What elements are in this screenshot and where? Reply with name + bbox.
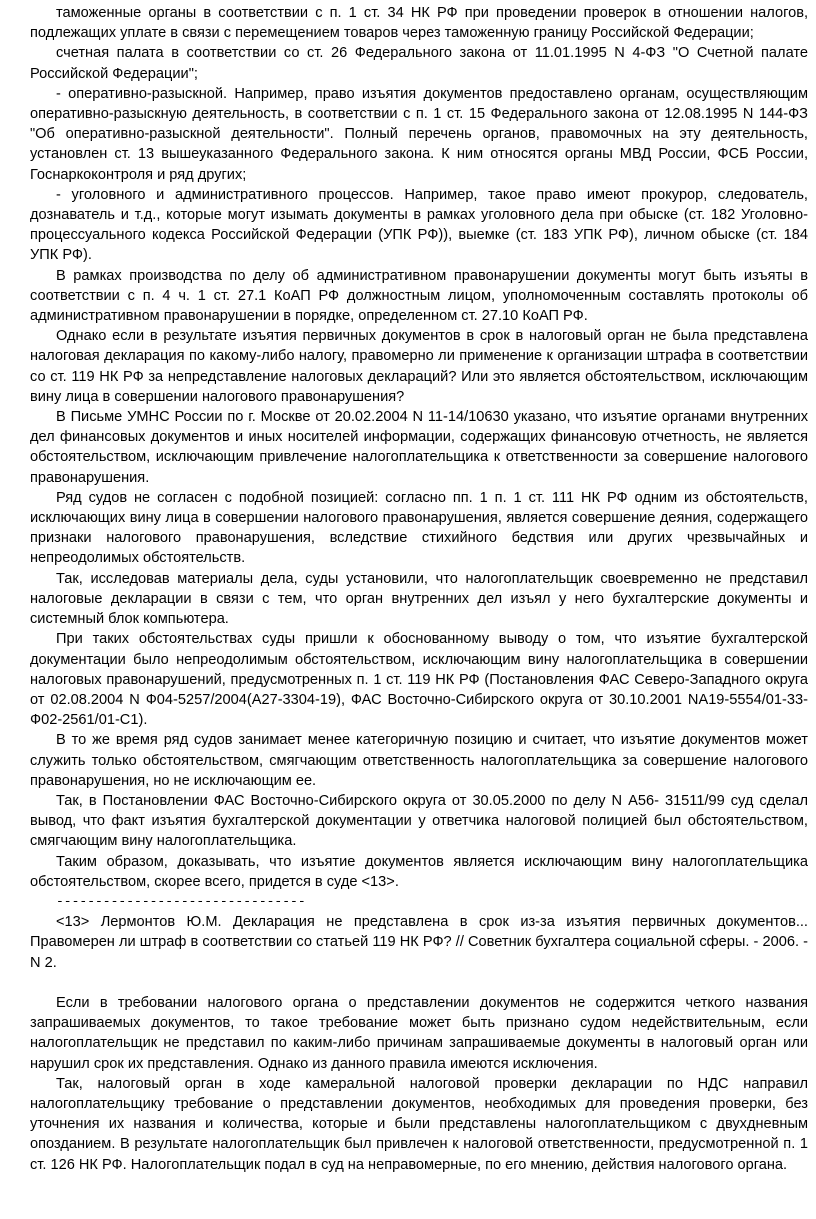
paragraph-requirement: Если в требовании налогового органа о представлении документов не содержится четкого названия запрашиваемых документов, то такое требование может быть признано судом недействительным, если налогоплательщик не представил по каким-либо причинам запрашиваемые документы в налоговый орган или нарушил срок их представления. Однако из данного правила имеются исключения. xyxy=(30,994,808,1072)
paragraph-fas-ruling: Так, в Постановлении ФАС Восточно-Сибирского округа от 30.05.2000 по делу N А56- 31511/99 суд сделал вывод, что факт изъятия бухгалтерской документации у ответчика налоговой полицией был обстоятельством, смягчающим вину налогоплательщика. xyxy=(30,792,808,850)
paragraph-courts-conclusion: При таких обстоятельствах суды пришли к обоснованному выводу о том, что изъятие бухгалтерской документации было непреодолимым обстоятельством, исключающим вину налогоплательщика в совершении налоговых правонарушений, предусмотренных п. 1 ст. 119 НК РФ (Постановления ФАС Северо-Западного округа от 02.08.2004 N Ф04-5257/2004(А27-3304-19), ФАС Восточно-Сибирского округа от 30.10.2001 NА19-5554/01-33-Ф02-2561/01-С1). xyxy=(30,631,808,729)
paragraph-customs-bodies: таможенные органы в соответствии с п. 1 ст. 34 НК РФ при проведении проверок в отношении налогов, подлежащих уплате в связи с перемещением товаров через таможенную границу Российской Федерации; xyxy=(30,5,808,42)
paragraph-umns-letter: В Письме УМНС России по г. Москве от 20.02.2004 N 11-14/10630 указано, что изъятие органами внутренних дел финансовых документов и иных носителей информации, содержащих финансовую отчетность, не является обстоятельством, исключающим привлечение налогоплательщика к ответственности за совершение налогового правонарушения. xyxy=(30,409,808,486)
paragraph-operative-search: - оперативно-разыскной. Например, право изъятия документов предоставлено органам, осуществляющим оперативно-разыскную деятельность, в соответствии с п. 1 ст. 15 Федерального закона от 12.08.1995 N 144-ФЗ "Об оперативно-разыскной деятельности". Полный перечень органов, правомочных на эту деятельность, установлен ст. 13 вышеуказанного Федерального закона. К ним относятся органы МВД России, ФСБ России, Госнаркоконтроля и ряд других; xyxy=(30,85,808,183)
paragraph-question: Однако если в результате изъятия первичных документов в срок в налоговый орган не была представлена налоговая декларация по какому-либо налогу, правомерно ли применение к организации штрафа в соответствии со ст. 119 НК РФ за непредставление налоговых деклараций? Или это является обстоятельством, исключающим вину лица в совершении налогового правонарушения? xyxy=(30,328,808,405)
footnote-13: <13> Лермонтов Ю.М. Декларация не представлена в срок из-за изъятия первичных документов... Правомерен ли штраф в соответствии со статьей 119 НК РФ? // Советник бухгалтера социальной сферы. - 2006. - N 2. xyxy=(30,914,808,971)
paragraph-mitigating: В то же время ряд судов занимает менее категоричную позицию и считает, что изъятие документов может служить только обстоятельством, смягчающим ответственность налогоплательщика за совершение налогового правонарушения, но не исключающим ее. xyxy=(30,732,808,789)
blank-line xyxy=(30,973,808,993)
paragraph-conclusion: Таким образом, доказывать, что изъятие документов является исключающим вину налогоплательщика обстоятельством, скорее всего, придется в суде <13>. xyxy=(30,853,808,890)
paragraph-vat-example: Так, налоговый орган в ходе камеральной налоговой проверки декларации по НДС направил налогоплательщику требование о представлении документов, необходимых для проведения проверки, без уточнения их названия и количества, которые и были представлены налогоплательщиком с двухдневным опозданием. В результате налогоплательщик был привлечен к налоговой ответственности, предусмотренной п. 1 ст. 126 НК РФ. Налогоплательщик подал в суд на неправомерные, по его мнению, действия налогового органа. xyxy=(30,1075,808,1173)
document-page xyxy=(30,3,808,1175)
paragraph-case-materials: Так, исследовав материалы дела, суды установили, что налогоплательщик своевременно не представил налоговые декларации в связи с тем, что орган внутренних дел изъял у него бухгалтерские документы и системный блок компьютера. xyxy=(30,570,808,628)
footnote-separator: -------------------------------- xyxy=(56,893,306,909)
paragraph-accounts-chamber: счетная палата в соответствии со ст. 26 Федерального закона от 11.01.1995 N 4-ФЗ "О Счетной палате Российской Федерации"; xyxy=(30,45,808,82)
paragraph-courts-disagree: Ряд судов не согласен с подобной позицией: согласно пп. 1 п. 1 ст. 111 НК РФ одним из обстоятельств, исключающих вину лица в совершении налогового правонарушения, является совершение деяния, содержащего признаки налогового правонарушения, вследствие стихийного бедствия или других чрезвычайных и непреодолимых обстоятельств. xyxy=(30,489,808,567)
paragraph-criminal-administrative: - уголовного и административного процессов. Например, такое право имеют прокурор, следователь, дознаватель и т.д., которые могут изымать документы в рамках уголовного дела при обыске (ст. 182 Уголовно-процессуального кодекса Российской Федерации (УПК РФ)), выемке (ст. 183 УПК РФ), личном обыске (ст. 184 УПК РФ). xyxy=(30,186,808,264)
paragraph-koap: В рамках производства по делу об административном правонарушении документы могут быть изъяты в соответствии с п. 4 ч. 1 ст. 27.1 КоАП РФ должностным лицом, уполномоченным составлять протоколы об административном правонарушении в порядке, определенном ст. 27.10 КоАП РФ. xyxy=(30,267,808,325)
